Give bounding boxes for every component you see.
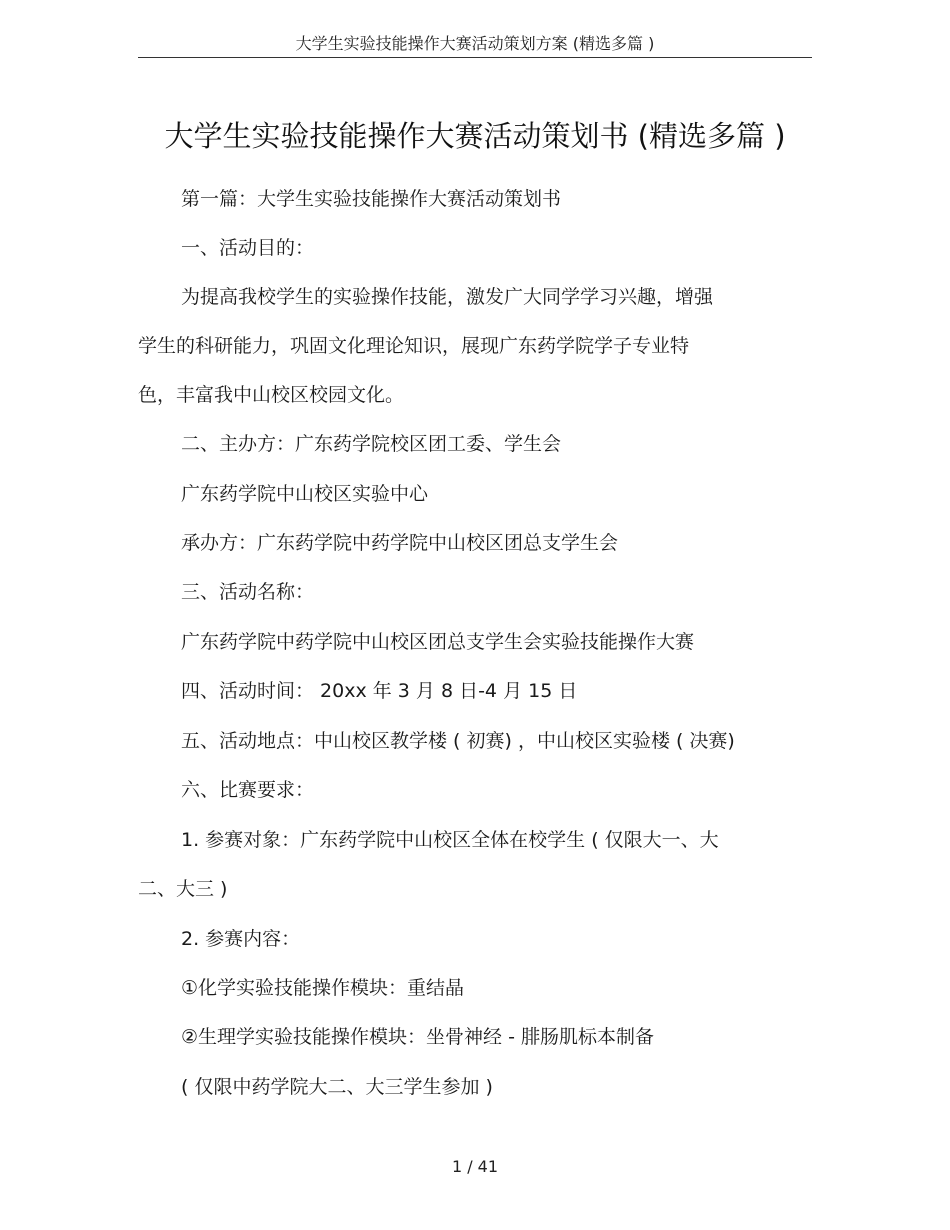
header-divider <box>138 57 812 58</box>
activity-time: 四、活动时间： 20xx 年 3 月 8 日-4 月 15 日 <box>181 680 578 702</box>
co-organizer: 承办方：广东药学院中药学院中山校区团总支学生会 <box>181 532 619 554</box>
requirement-participants-line-1: 1. 参赛对象：广东药学院中山校区全体在校学生 ( 仅限大一、大 <box>181 829 719 851</box>
module-physiology: ②生理学实验技能操作模块：坐骨神经 - 腓肠肌标本制备 <box>181 1026 654 1048</box>
requirement-participants-line-2: 二、大三 ) <box>138 878 228 900</box>
page-number: 1 / 41 <box>451 1157 499 1176</box>
heading-activity-name: 三、活动名称： <box>181 581 315 603</box>
heading-purpose: 一、活动目的： <box>181 237 315 259</box>
document-title: 大学生实验技能操作大赛活动策划书 (精选多篇 ) <box>164 119 786 153</box>
activity-name: 广东药学院中药学院中山校区团总支学生会实验技能操作大赛 <box>181 631 695 653</box>
requirement-content-heading: 2. 参赛内容： <box>181 928 301 950</box>
running-header: 大学生实验技能操作大赛活动策划方案 (精选多篇 ) <box>295 34 655 53</box>
module-chemistry: ①化学实验技能操作模块：重结晶 <box>181 977 465 999</box>
paragraph-purpose-line-2: 学生的科研能力，巩固文化理论知识，展现广东药学院学子专业特 <box>138 335 690 357</box>
paragraph-purpose-line-1: 为提高我校学生的实验操作技能，激发广大同学学习兴趣，增强 <box>181 286 714 308</box>
section-heading-part-one: 第一篇：大学生实验技能操作大赛活动策划书 <box>181 188 562 210</box>
heading-requirements: 六、比赛要求： <box>181 779 315 801</box>
heading-organizer: 二、主办方：广东药学院校区团工委、学生会 <box>181 433 562 455</box>
module-physiology-note: ( 仅限中药学院大二、大三学生参加 ) <box>181 1076 493 1098</box>
activity-location: 五、活动地点：中山校区教学楼 ( 初赛) ，中山校区实验楼 ( 决赛) <box>181 730 735 752</box>
paragraph-purpose-line-3: 色，丰富我中山校区校园文化。 <box>138 384 405 406</box>
organizer-line-2: 广东药学院中山校区实验中心 <box>181 483 429 505</box>
